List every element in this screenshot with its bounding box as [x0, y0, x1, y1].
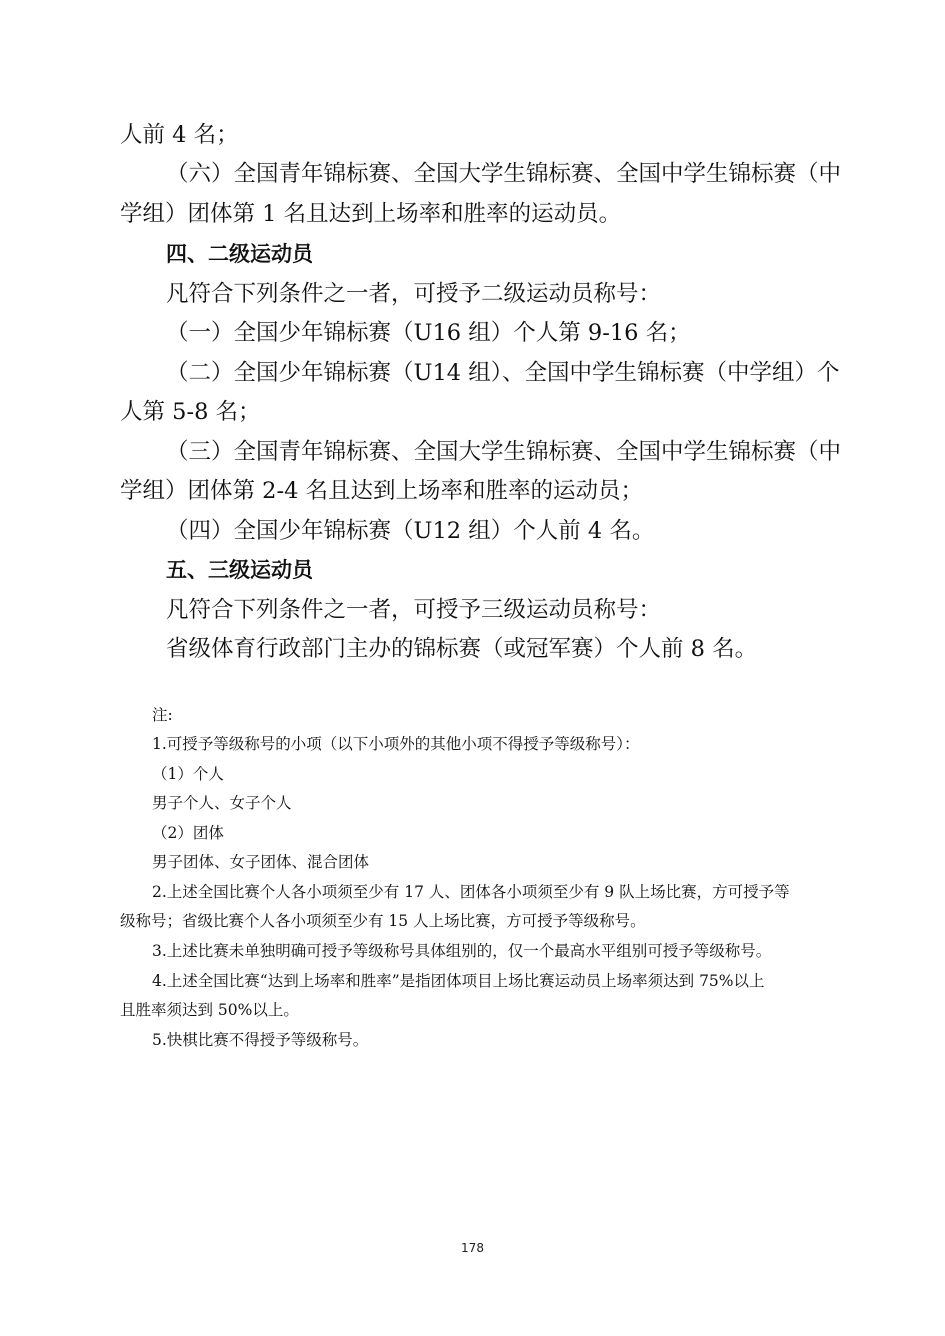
body-line: 人前 4 名； [120, 122, 239, 148]
section-heading: 五、三级运动员 [166, 558, 313, 582]
body-line: 凡符合下列条件之一者，可授予二级运动员称号： [166, 281, 662, 307]
body-line: （六）全国青年锦标赛、全国大学生锦标赛、全国中学生锦标赛（中 [166, 161, 842, 187]
section-heading: 四、二级运动员 [166, 242, 313, 266]
note-line: （2）团体 [152, 824, 224, 842]
note-line: 3.上述比赛未单独明确可授予等级称号具体组别的，仅一个最高水平组别可授予等级称号。 [152, 942, 772, 960]
note-line: （1）个人 [152, 765, 224, 783]
body-line: 省级体育行政部门主办的锦标赛（或冠军赛）个人前 8 名。 [166, 636, 758, 662]
note-line: 男子个人、女子个人 [152, 794, 292, 812]
body-line: 学组）团体第 2-4 名且达到上场率和胜率的运动员； [120, 478, 644, 504]
body-line: 人第 5-8 名； [120, 399, 261, 425]
body-line: （四）全国少年锦标赛（U12 组）个人前 4 名。 [166, 518, 655, 544]
note-label: 注: [152, 706, 173, 724]
note-line: 级称号；省级比赛个人各小项须至少有 15 人上场比赛，方可授予等级称号。 [120, 912, 646, 930]
note-line: 且胜率须达到 50%以上。 [120, 1001, 299, 1019]
note-line: 2.上述全国比赛个人各小项须至少有 17 人、团体各小项须至少有 9 队上场比赛，方可授予等 [152, 883, 790, 901]
note-line: 男子团体、女子团体、混合团体 [152, 853, 370, 871]
body-line: （一）全国少年锦标赛（U16 组）个人第 9-16 名； [166, 320, 691, 346]
note-line: 1.可授予等级称号的小项（以下小项外的其他小项不得授予等级称号）： [152, 735, 640, 753]
body-line: （二）全国少年锦标赛（U14 组）、全国中学生锦标赛（中学组）个 [166, 360, 840, 386]
page-number: 178 [461, 1241, 484, 1255]
body-line: 学组）团体第 1 名且达到上场率和胜率的运动员。 [120, 201, 622, 227]
note-line: 4.上述全国比赛“达到上场率和胜率”是指团体项目上场比赛运动员上场率须达到 75%以上 [152, 972, 765, 990]
note-line: 5.快棋比赛不得授予等级称号。 [152, 1031, 369, 1049]
body-line: （三）全国青年锦标赛、全国大学生锦标赛、全国中学生锦标赛（中 [166, 439, 842, 465]
body-line: 凡符合下列条件之一者，可授予三级运动员称号： [166, 597, 662, 623]
